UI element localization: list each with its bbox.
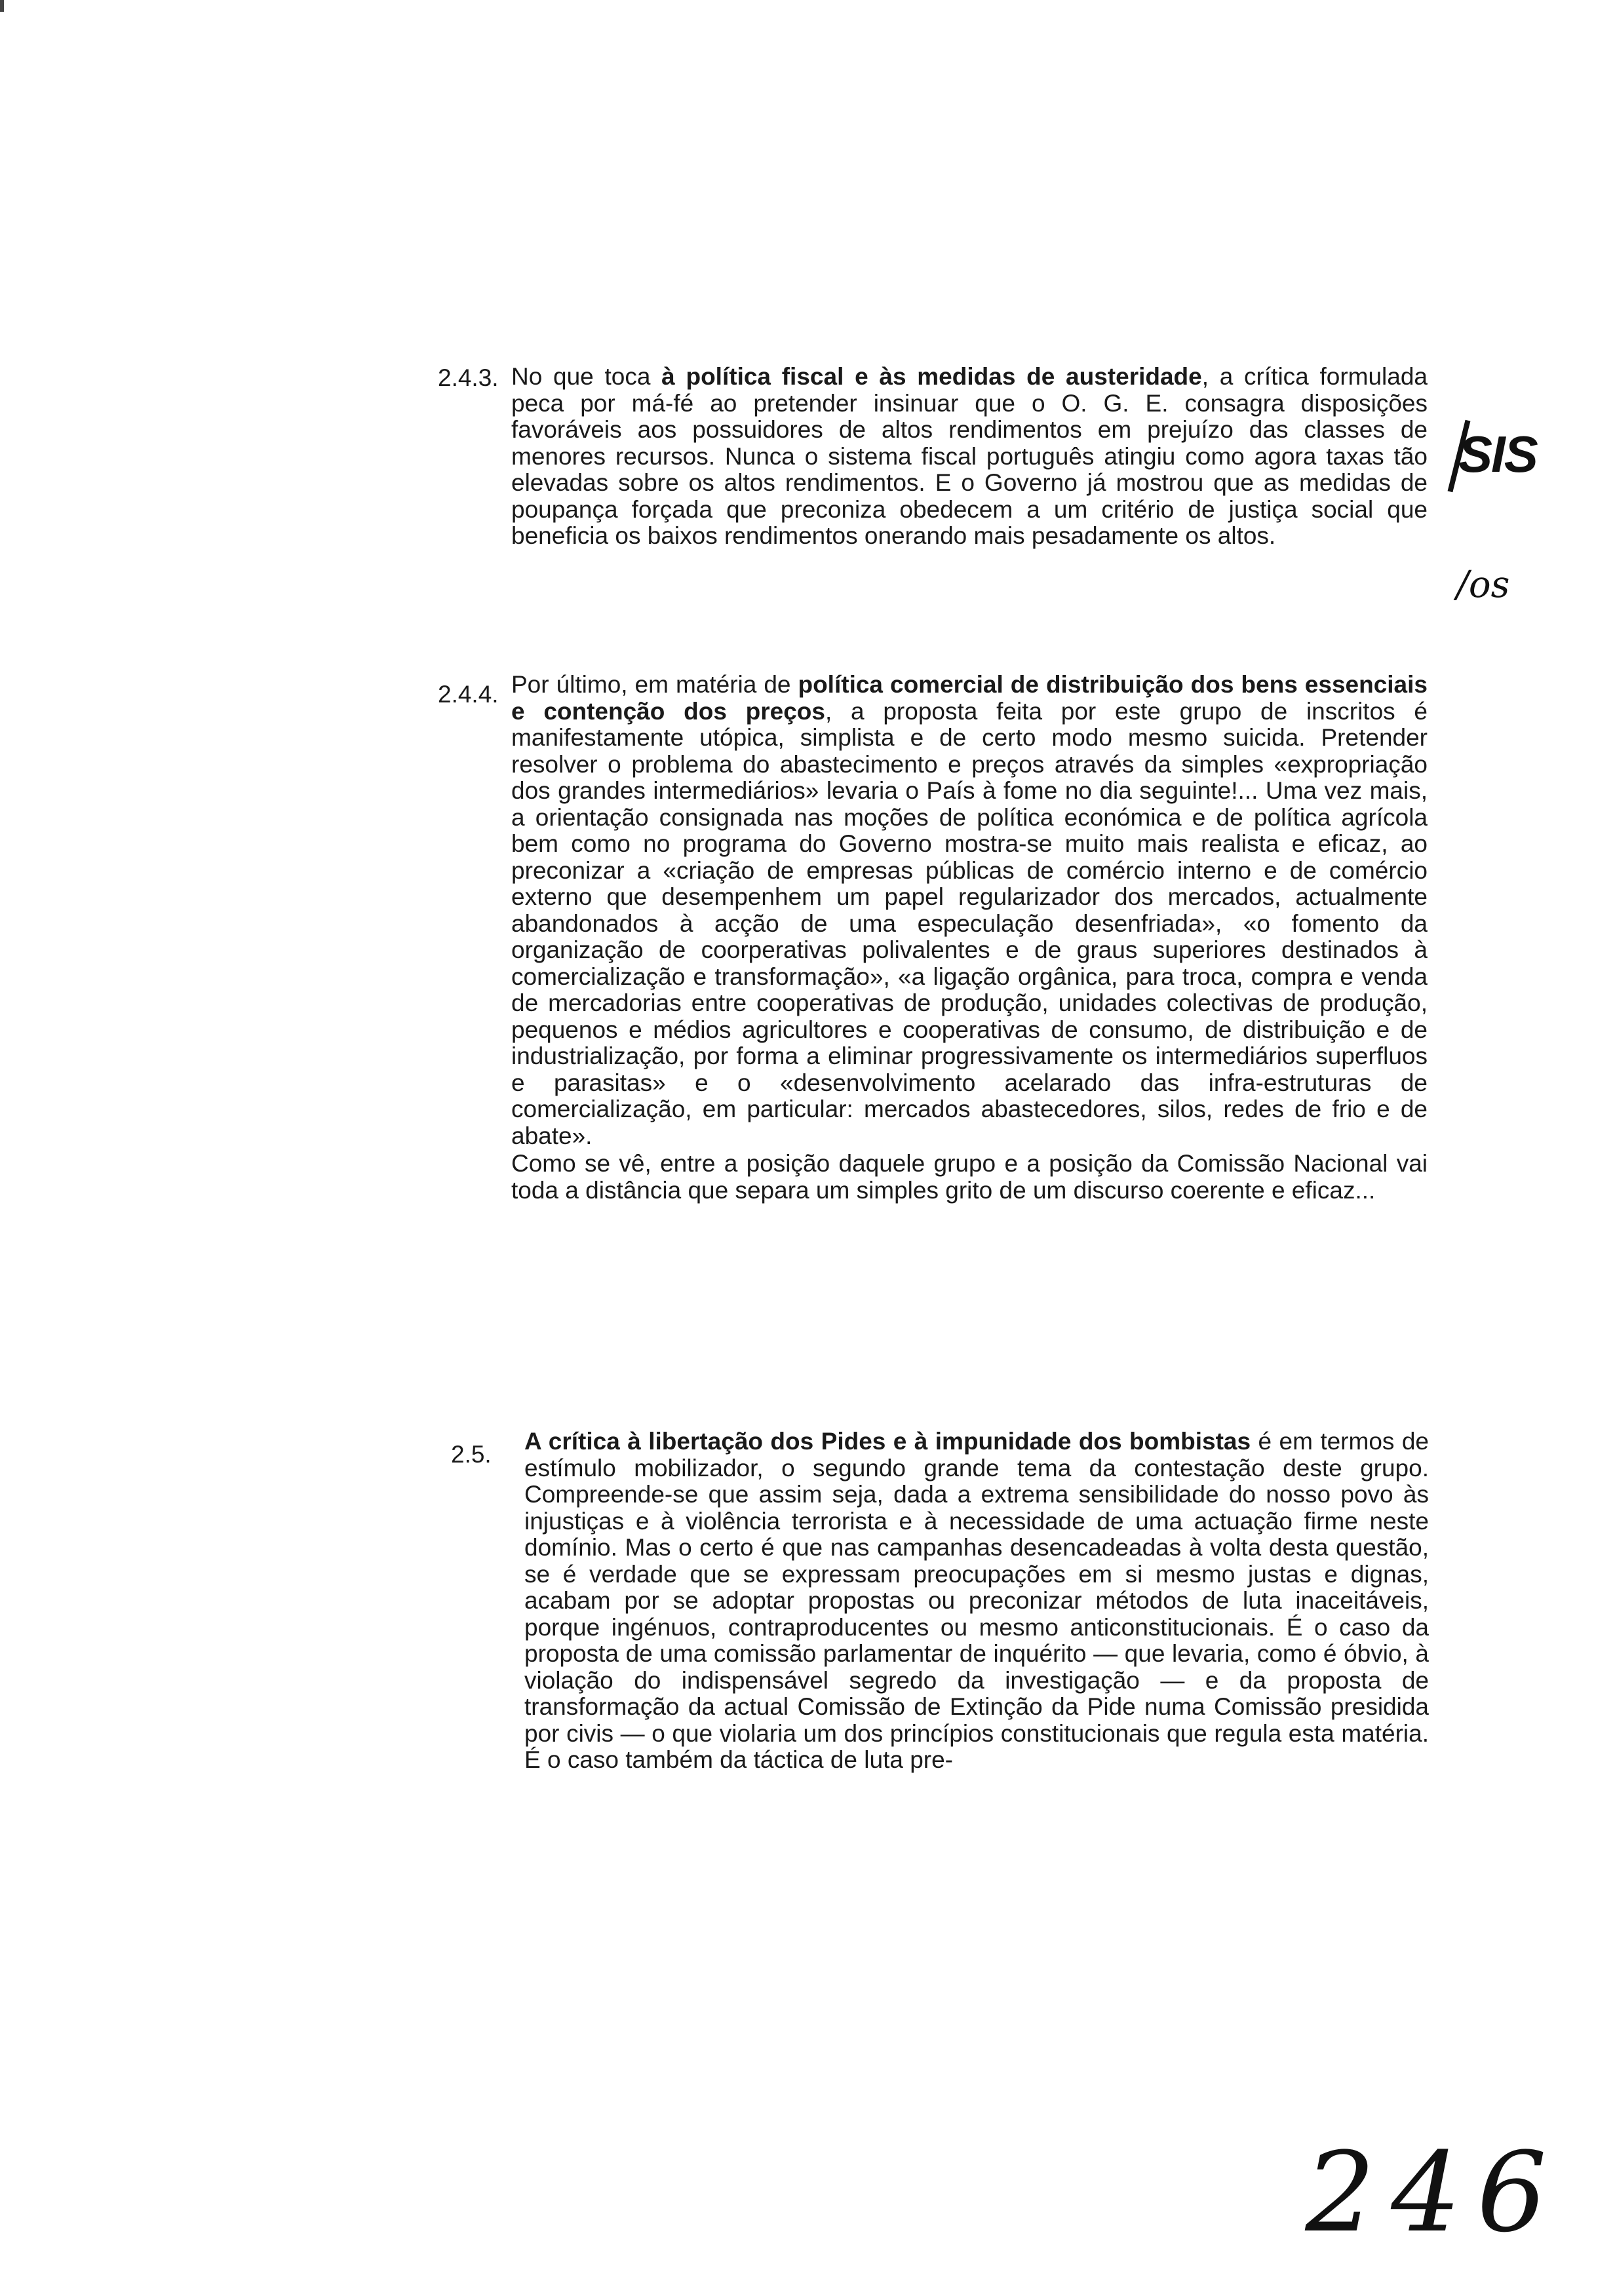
section-lead: No que toca [511,363,662,390]
section-body [511,672,1428,1204]
section-heading-bold: política comercial de distribuição dos bens essenciais e contenção dos preços [511,671,1428,725]
section-number: 2.4.3. [438,364,499,391]
section-lead: Por último, em matéria de [511,671,798,698]
section-body [511,364,1428,550]
section-number: 2.4.4. [438,681,499,708]
corner-mark [0,0,4,12]
section-rest: , a proposta feita por este grupo de inscritos é manifestamente utópica, simplista e de certo modo mesmo suicida. Pretender resolver o problema do abastecimento e preços através da simples «expropriação dos grandes intermediários» levaria o País à fome no dia seguinte!... Uma vez mais, a orientação consignada nas moções de política económica e de política agrícola bem como no programa do Governo mostra-se muito mais realista e eficaz, ao preconizar a «criação de empresas públicas de comércio interno e de comércio externo que desempenhem um papel regularizador dos mercados, actualmente abandonados à acção de uma especulação desenfriada», «o fomento da organização de coorperativas polivalentes e de graus superiores destinados à comercialização e transformação», «a ligação orgânica, para troca, compra e venda de mercadorias entre cooperativas de produção, unidades colectivas de produção, pequenos e médios agricultores e cooperativas de consumo, de distribuição e de industrialização, por forma a eliminar progressivamente os intermediários superfluos e parasitas» e o «desenvolvimento acelarado das infra-estruturas de comercialização, em particular: mercados abastecedores, silos, redes de frio e de abate». [511,697,1428,1149]
handwritten-note: /os [1456,564,1510,606]
section-paragraph [524,1428,1429,1774]
section-extra-paragraph: Como se vê, entre a posição daquele grupo e a posição da Comissão Nacional vai toda a distância que separa um simples grito de um discurso coerente e eficaz... [511,1150,1428,1204]
handwritten-page-number: 246 [1305,2128,1563,2257]
section-body [524,1428,1429,1774]
section-rest: , a crítica formulada peca por má-fé ao pretender insinuar que o O. G. E. consagra disposições favoráveis aos possuidores de altos rendimentos em prejuízo das classes de menores recursos. Nunca o sistema fiscal português atingiu como agora taxas tão elevadas sobre os altos rendimentos. E o Governo já mostrou que as medidas de poupança forçada que preconiza obedecem a um critério de justiça social que beneficia os baixos rendimentos onerando mais pesadamente os altos. [511,363,1428,549]
handwritten-initials: SIS [1458,425,1537,483]
section-paragraph [511,672,1428,1149]
section-paragraph [511,364,1428,550]
section-rest: é em termos de estímulo mobilizador, o segundo grande tema da contestação deste grupo. Compreende-se que assim seja, dada a extrema sensibilidade do nosso povo às injustiças e à violência terrorista e à necessidade de uma actuação firme neste domínio. Mas o certo é que nas campanhas desencadeadas à volta desta questão, se é verdade que se expressam preocupações em si mesmo justas e dignas, acabam por se adoptar propostas ou preconizar métodos de luta inaceitáveis, porque ingénuos, contraproducentes ou mesmo anticonstitucionais. É o caso da proposta de uma comissão parlamentar de inquérito — que levaria, como é óbvio, à violação do indispensável segredo da investigação — e da proposta de transformação da actual Comissão de Extinção da Pide numa Comissão presidida por civis — o que violaria um dos princípios constitucionais que regula esta matéria. É o caso também da táctica de luta pre- [524,1428,1429,1773]
section-number: 2.5. [451,1441,492,1468]
section-heading-bold: à política fiscal e às medidas de austeridade [661,363,1202,390]
section-heading-bold: A crítica à libertação dos Pides e à impunidade dos bombistas [524,1428,1251,1455]
